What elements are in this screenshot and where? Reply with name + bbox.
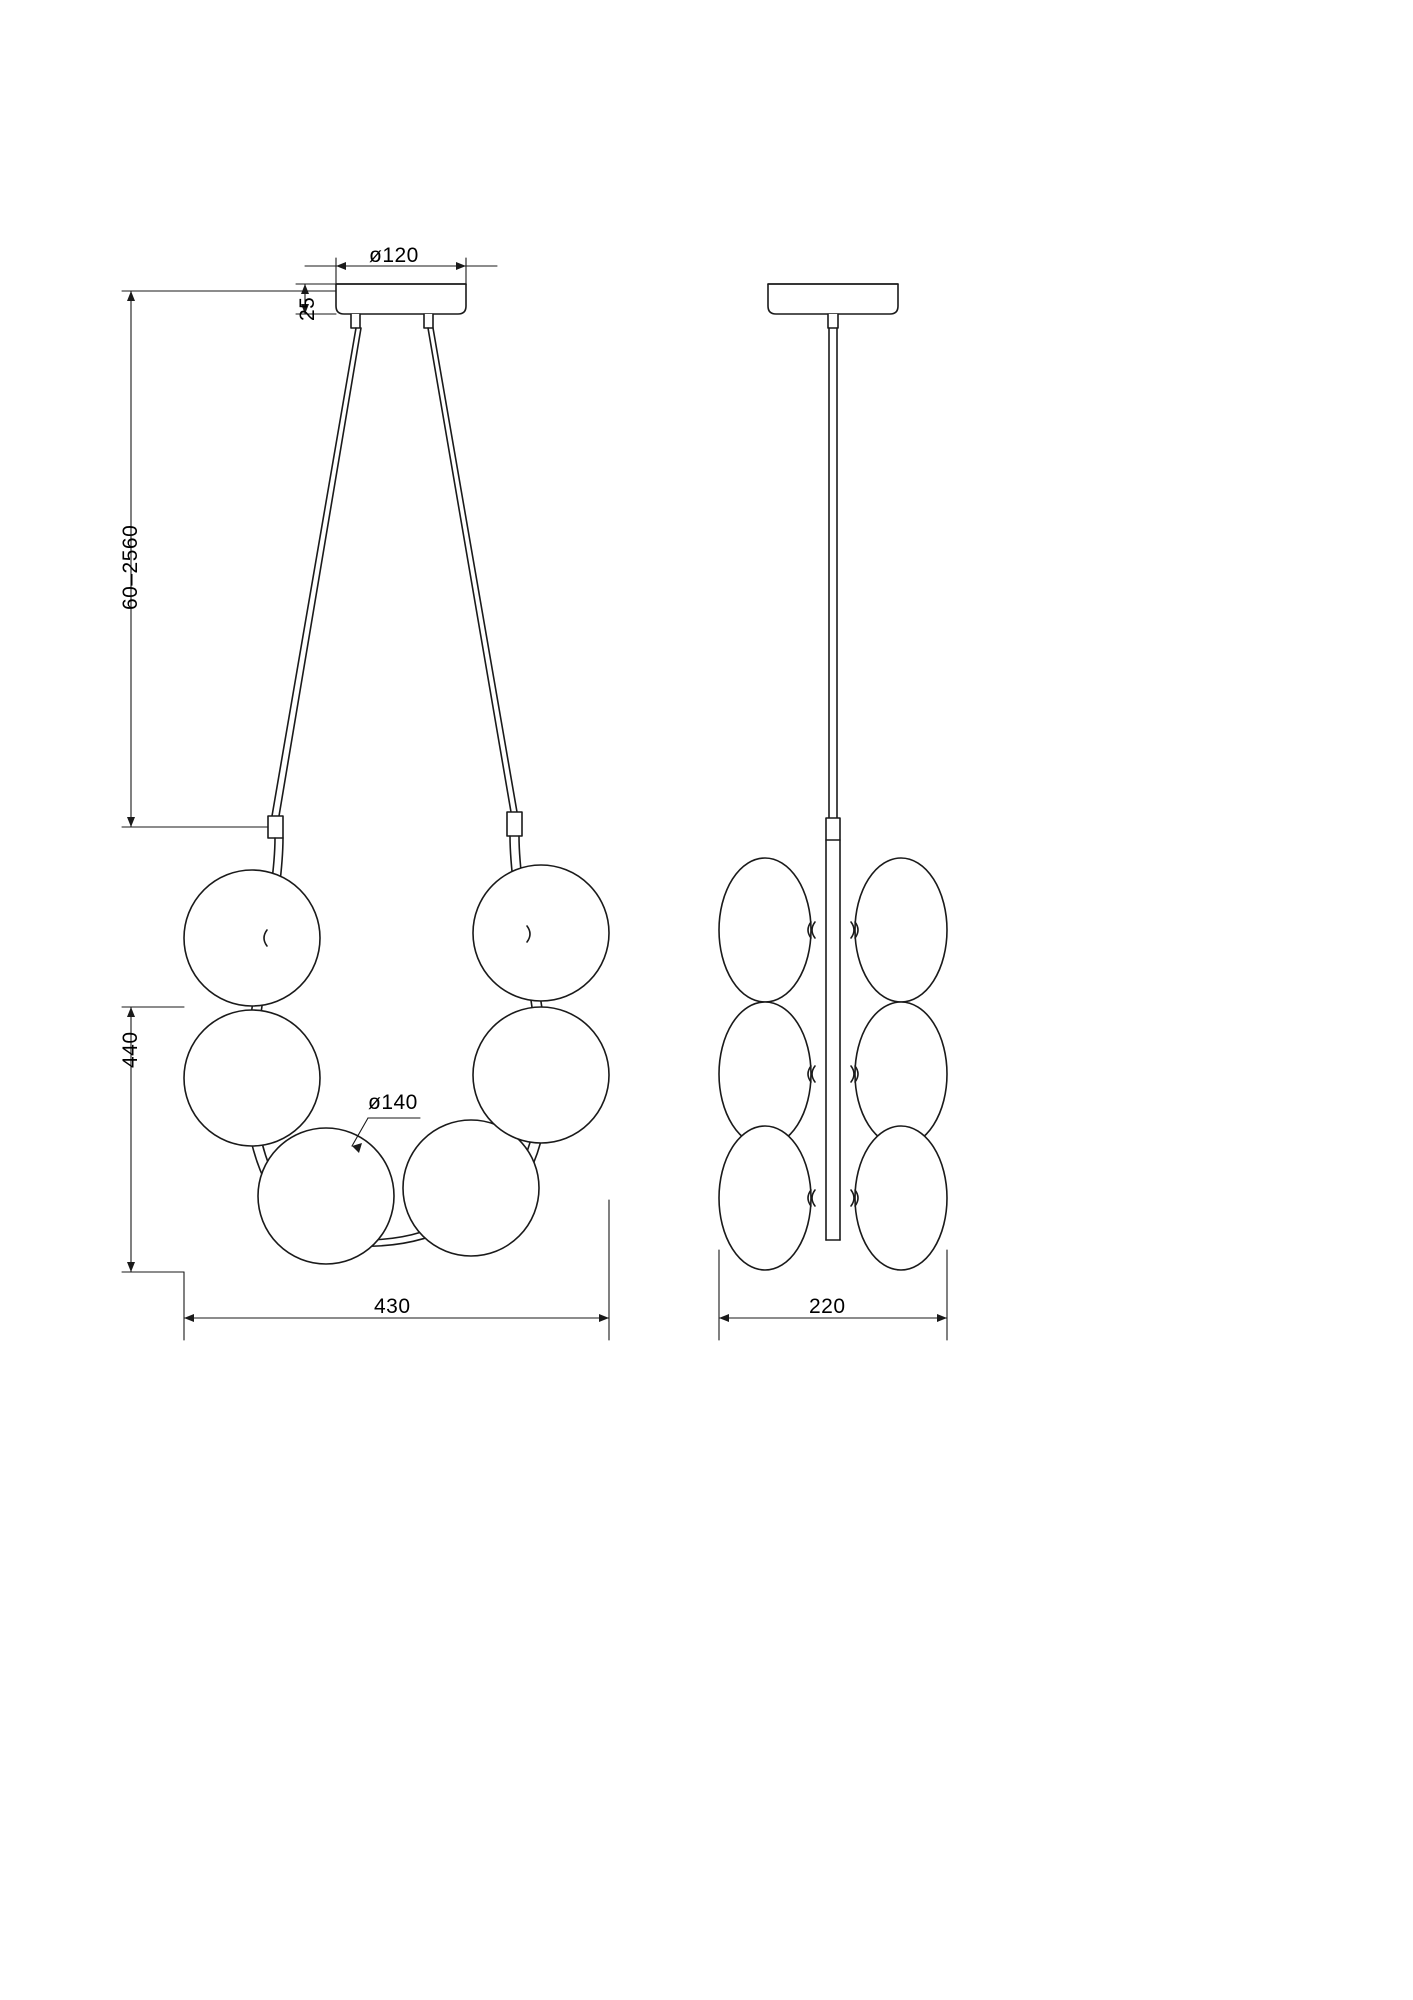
dim-label-canopy-height: 25 bbox=[296, 296, 319, 321]
dim-label-overall-depth: 220 bbox=[809, 1295, 846, 1318]
dim-label-suspension-range: 60–2560 bbox=[119, 524, 142, 610]
dim-label-globe-diameter: ø140 bbox=[368, 1091, 418, 1114]
dim-label-canopy-diameter: ø120 bbox=[369, 244, 419, 267]
front-view-geometry bbox=[184, 284, 609, 1264]
dim-label-overall-width: 430 bbox=[374, 1295, 411, 1318]
side-view-geometry bbox=[719, 284, 947, 1270]
dim-label-fixture-height: 440 bbox=[119, 1031, 142, 1068]
